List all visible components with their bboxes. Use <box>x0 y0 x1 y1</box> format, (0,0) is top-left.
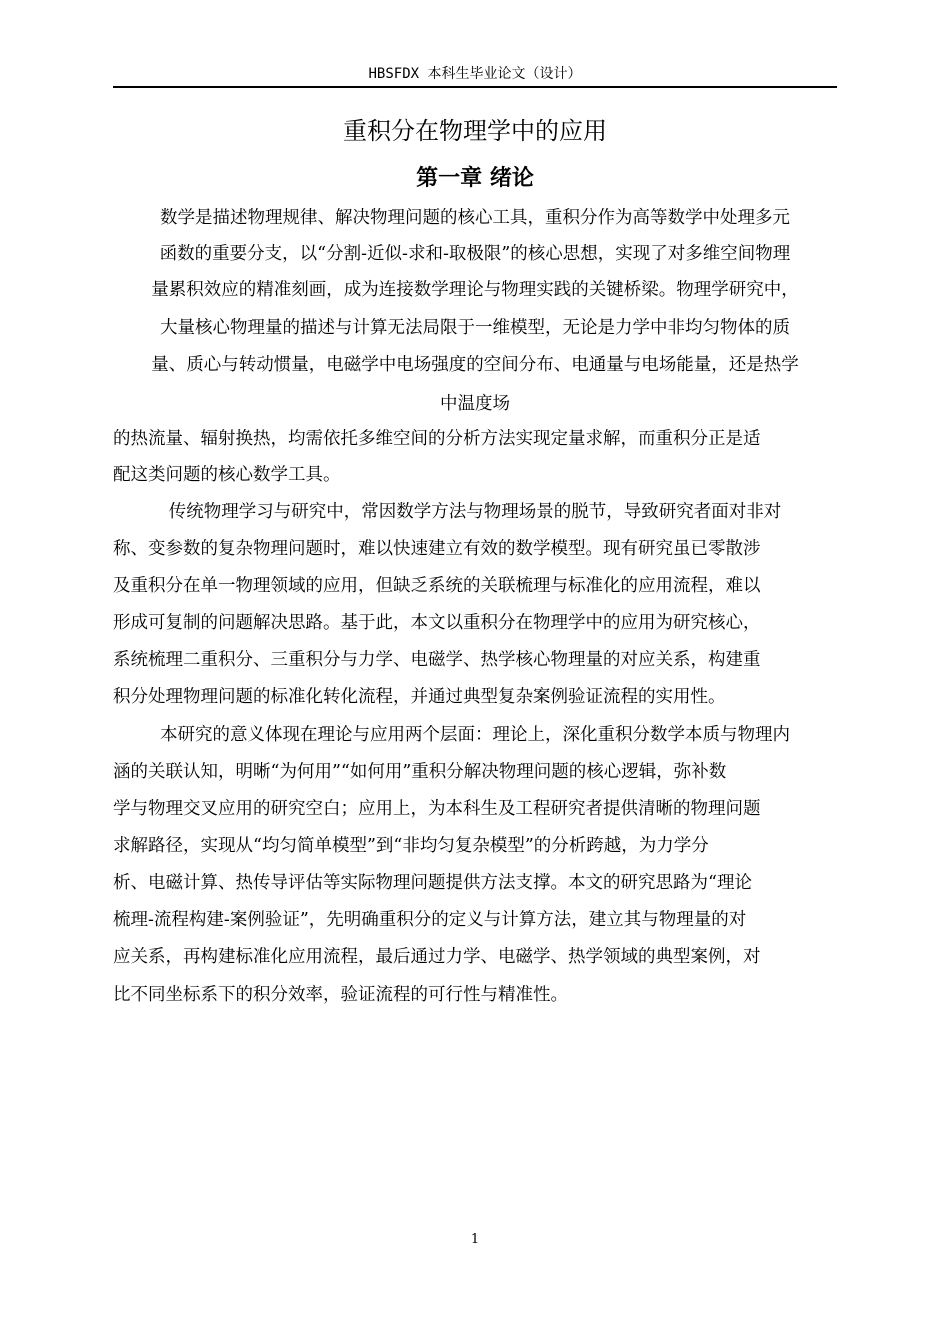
text-line: 系统梳理二重积分、三重积分与力学、电磁学、热学核心物理量的对应关系，构建重 <box>113 650 761 670</box>
text-line: 传统物理学习与研究中，常因数学方法与物理场景的脱节，导致研究者面对非对 <box>168 502 782 522</box>
text-line: 比不同坐标系下的积分效率，验证流程的可行性与精准性。 <box>113 985 568 1005</box>
page-number: 1 <box>470 1232 480 1247</box>
page-header: HBSFDX 本科生毕业论文（设计） <box>368 66 582 82</box>
text-line: 梳理-流程构建-案例验证”，先明确重积分的定义与计算方法，建立其与物理量的对 <box>113 910 747 930</box>
text-line: 形成可复制的问题解决思路。基于此，本文以重积分在物理学中的应用为研究核心， <box>113 613 761 633</box>
text-line: 大量核心物理量的描述与计算无法局限于一维模型，无论是力学中非均匀物体的质 <box>160 318 790 338</box>
text-line: 学与物理交叉应用的研究空白；应用上，为本科生及工程研究者提供清晰的物理问题 <box>113 799 761 819</box>
text-line: 量、质心与转动惯量，电磁学中电场强度的空间分布、电通量与电场能量，还是热学 <box>151 355 799 375</box>
text-line: 配这类问题的核心数学工具。 <box>113 465 341 485</box>
header-rule <box>113 86 837 88</box>
document-title: 重积分在物理学中的应用 <box>343 117 607 145</box>
text-line: 应关系，再构建标准化应用流程，最后通过力学、电磁学、热学领域的典型案例，对 <box>113 947 761 967</box>
text-line: 数学是描述物理规律、解决物理问题的核心工具，重积分作为高等数学中处理多元 <box>160 208 790 228</box>
text-line: 量累积效应的精准刻画，成为连接数学理论与物理实践的关键桥梁。物理学研究中， <box>151 280 799 300</box>
text-line: 涵的关联认知，明晰“为何用”“如何用”重积分解决物理问题的核心逻辑，弥补数 <box>113 762 727 782</box>
text-line: 析、电磁计算、热传导评估等实际物理问题提供方法支撑。本文的研究思路为“理论 <box>113 873 752 893</box>
text-line: 本研究的意义体现在理论与应用两个层面：理论上，深化重积分数学本质与物理内 <box>160 725 790 745</box>
text-line: 积分处理物理问题的标准化转化流程，并通过典型复杂案例验证流程的实用性。 <box>113 687 726 707</box>
text-line: 求解路径，实现从“均匀简单模型”到“非均匀复杂模型”的分析跨越，为力学分 <box>113 836 709 856</box>
text-line: 的热流量、辐射换热，均需依托多维空间的分析方法实现定量求解，而重积分正是适 <box>113 429 761 449</box>
text-line: 称、变参数的复杂物理问题时，难以快速建立有效的数学模型。现有研究虽已零散涉 <box>113 539 761 559</box>
text-line: 函数的重要分支，以“分割-近似-求和-取极限”的核心思想，实现了对多维空间物理 <box>159 244 791 264</box>
text-line: 及重积分在单一物理领域的应用，但缺乏系统的关联梳理与标准化的应用流程，难以 <box>113 576 761 596</box>
text-line: 中温度场 <box>440 394 510 414</box>
chapter-heading: 第一章 绪论 <box>416 166 534 191</box>
